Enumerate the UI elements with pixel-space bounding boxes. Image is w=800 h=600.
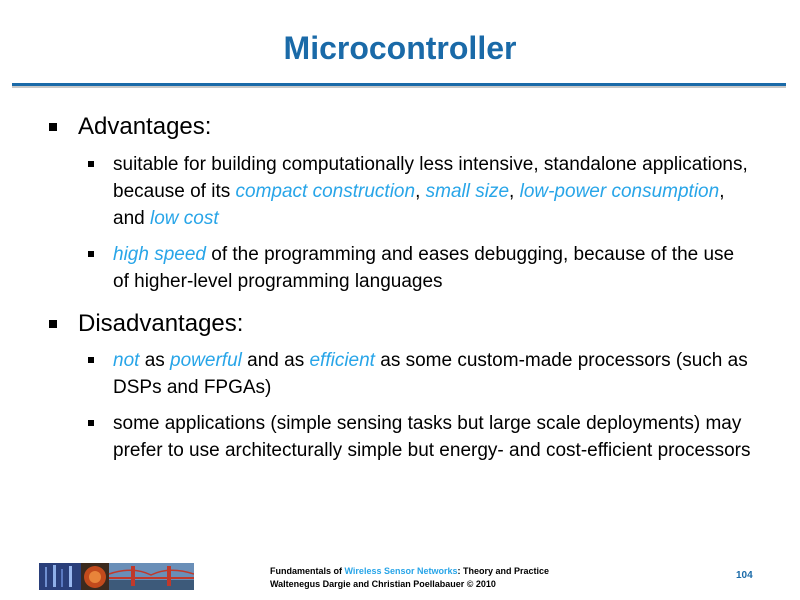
text-run: as some custom-made processors (such as DSPs and FPGAs)	[113, 350, 748, 398]
highlighted-term: high speed	[113, 244, 206, 265]
footer-banner-graphic	[39, 563, 194, 590]
square-bullet-icon	[88, 357, 94, 363]
footer-line1-pre: Fundamentals of	[270, 566, 345, 576]
page-number: 104	[736, 570, 753, 581]
text-run: as	[139, 350, 171, 371]
square-bullet-icon	[49, 123, 57, 131]
text-run: of the programming and eases debugging, because of the use of higher-level programming languages	[113, 244, 735, 292]
footer-citation	[270, 565, 549, 591]
title-divider	[12, 83, 786, 88]
text-run: ,	[415, 181, 426, 202]
footer-line1-post: : Theory and Practice	[457, 566, 550, 576]
square-bullet-icon	[88, 251, 94, 257]
highlighted-term: low cost	[149, 208, 219, 229]
highlighted-term: low-power consumption	[519, 181, 720, 202]
slide-title: Microcontroller	[283, 30, 517, 66]
advantages-heading: Advantages:	[78, 113, 212, 140]
disadvantage-item-1-text	[113, 347, 753, 401]
disadvantage-item-2-text	[113, 410, 753, 464]
highlighted-term: powerful	[170, 350, 242, 371]
square-bullet-icon	[49, 320, 57, 328]
highlighted-term: not	[113, 350, 140, 371]
footer-line1-highlight: Wireless Sensor Networks	[344, 566, 458, 576]
advantage-item-2-text	[113, 241, 753, 295]
text-run: and as	[241, 350, 310, 371]
square-bullet-icon	[88, 161, 94, 167]
text-run: ,	[509, 181, 520, 202]
text-run: suitable for building computationally less intensive, standalone applications, because of its	[113, 154, 748, 202]
disadvantages-heading: Disadvantages:	[78, 310, 244, 337]
highlighted-term: small size	[425, 181, 510, 202]
text-run: , and	[113, 181, 725, 229]
footer-line-1	[270, 565, 549, 578]
footer-line-2: Waltenegus Dargie and Christian Poellabauer © 2010	[270, 579, 496, 589]
highlighted-term: efficient	[309, 350, 375, 371]
text-run: some applications (simple sensing tasks but large scale deployments) may prefer to use architecturally simple but energy- and cost-efficient processors	[113, 413, 751, 461]
advantage-item-1-text	[113, 151, 753, 232]
highlighted-term: compact construction	[235, 181, 416, 202]
square-bullet-icon	[88, 420, 94, 426]
footer-banner-image	[39, 563, 194, 590]
